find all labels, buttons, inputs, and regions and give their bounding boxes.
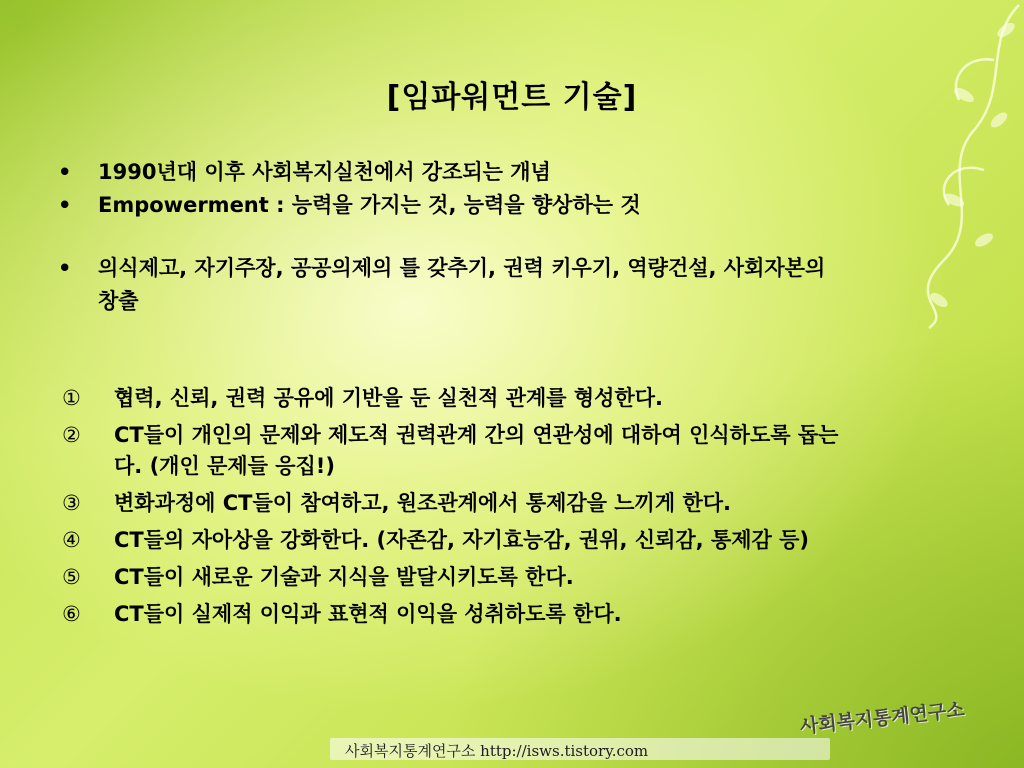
bullet-text: Empowerment : 능력을 가지는 것, 능력을 향상하는 것 [98, 193, 641, 217]
slide-title: [임파워먼트 기술] [386, 80, 638, 115]
numbered-item [62, 562, 852, 593]
numbered-text: 협력, 신뢰, 권력 공유에 기반을 둔 실천적 관계를 형성한다. [114, 386, 663, 410]
bullet-item [58, 156, 848, 189]
bullet-list [58, 156, 848, 318]
decorative-vine [834, 0, 1024, 330]
bullet-item [58, 252, 848, 318]
number-marker: ① [62, 386, 81, 410]
bullet-icon: • [58, 256, 72, 280]
numbered-item [62, 488, 852, 519]
numbered-item [62, 525, 852, 556]
number-marker: ⑥ [62, 602, 81, 626]
bullet-text: 1990년대 이후 사회복지실천에서 강조되는 개념 [98, 160, 551, 184]
bullet-item [58, 189, 848, 222]
numbered-text: CT들이 실제적 이익과 표현적 이익을 성취하도록 한다. [114, 602, 622, 626]
number-marker: ④ [62, 528, 81, 552]
bullet-icon: • [58, 160, 72, 184]
brand-label: 사회복지통계연구소 [799, 698, 966, 738]
numbered-list [62, 383, 852, 636]
bullet-text: 의식제고, 자기주장, 공공의제의 틀 갖추기, 권력 키우기, 역량건설, 사회자본의 창출 [98, 256, 826, 313]
number-marker: ② [62, 423, 81, 447]
number-marker: ⑤ [62, 565, 81, 589]
numbered-text: CT들이 새로운 기술과 지식을 발달시키도록 한다. [114, 565, 574, 589]
footer-text: 사회복지통계연구소 http://isws.tistory.com [345, 742, 649, 760]
numbered-item [62, 420, 852, 482]
numbered-item [62, 599, 852, 630]
number-marker: ③ [62, 491, 81, 515]
numbered-text: CT들의 자아상을 강화한다. (자존감, 자기효능감, 권위, 신뢰감, 통제감 등) [114, 528, 810, 552]
numbered-item [62, 383, 852, 414]
numbered-text: 변화과정에 CT들이 참여하고, 원조관계에서 통제감을 느끼게 한다. [114, 491, 731, 515]
bullet-icon: • [58, 193, 72, 217]
numbered-text: CT들이 개인의 문제와 제도적 권력관계 간의 연관성에 대하여 인식하도록 돕는다. (개인 문제들 응집!) [114, 423, 839, 478]
